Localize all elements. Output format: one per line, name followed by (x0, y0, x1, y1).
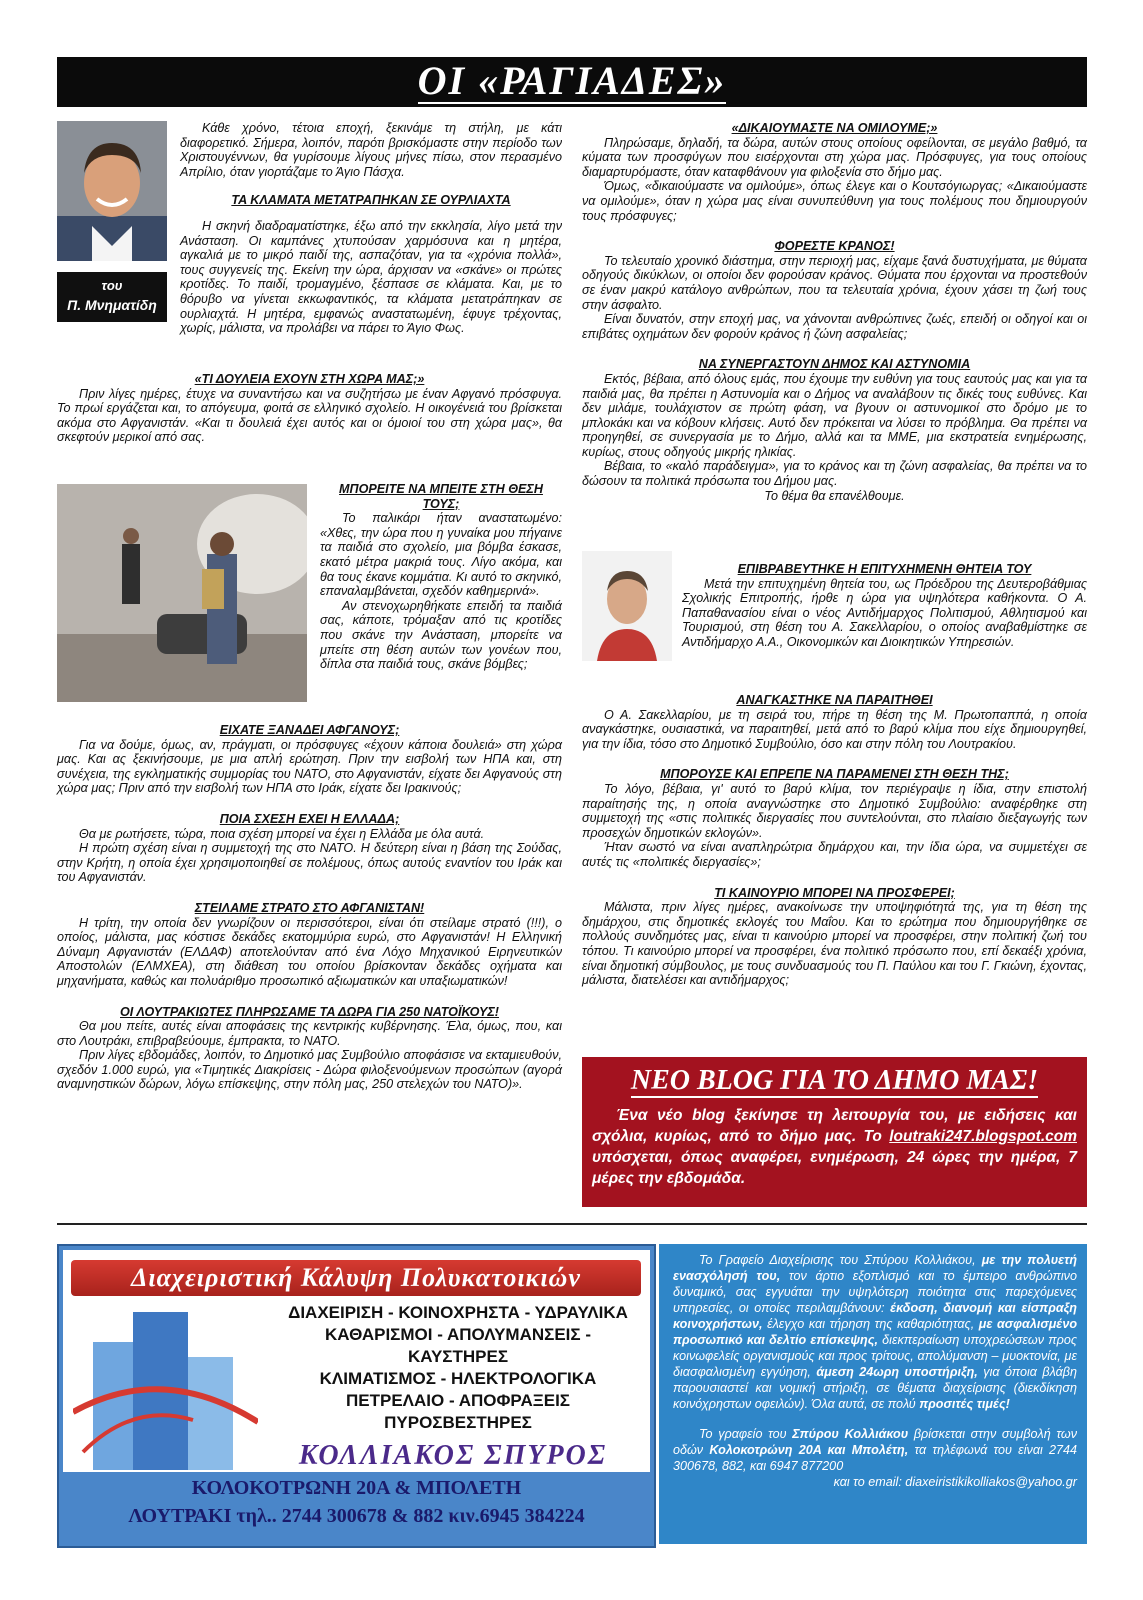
section-heading: ΜΠΟΡΕΙΤΕ ΝΑ ΜΠΕΙΤΕ ΣΤΗ ΘΕΣΗ ΤΟΥΣ; (339, 482, 543, 511)
section-text: Η σκηνή διαδραματίστηκε, έξω από την εκκλησία, λίγο μετά την Ανάσταση. Οι καμπάνες χτυπούσαν χαρμόσυνα και η μητέρα, αγκαλιά με το μικρό παιδί της, ασπαζόταν, για τα «χρόνια πολλά», τους συγγενείς της. Εκείνη την ώρα, άρχισαν να «σκάνε» οι πρώτες κροτίδες. Το παιδί, τρομαγμένο, ξέσπασε σε κλάματα. Και, με το θόρυβο να γίνεται εκκωφαντικός, τα κλάματα μετατράπηκαν σε ουρλιαχτά. Η μητέρα, εμφανώς αναστατωμένη, έφυγε τρέχοντας, χωρίς, μάλιστα, να προλάβει να πάρει το Άγιο Φως. (180, 219, 562, 336)
title-banner (57, 57, 1087, 107)
section-text: Το τελευταίο χρονικό διάστημα, στην περιοχή μας, είχαμε ξανά δυστυχήματα, με θύματα οδηγούς δικύκλων, οι οποίοι δεν φορούσαν κράνος. Θύματα που έρχονται να προστεθούν σε έναν μακρύ κατάλογο ανθρώπων, που τα τελευταία χρόνια, έχουν χάσει τη ζωή τους στην άσφαλτο. (582, 253, 1087, 312)
intro-paragraph: Κάθε χρόνο, τέτοια εποχή, ξεκινάμε τη στήλη, με κάτι διαφορετικό. Σήμερα, λοιπόν, παρότι βρισκόμαστε στην περίοδο των Χριστουγέννων, θα γυρίσουμε λίγους μήνες πίσω, στον περασμένο Απρίλιο, όταν γιορτάζαμε το Άγιο Πάσχα. (180, 121, 562, 179)
service-line: ΠΥΡΟΣΒΕΣΤΗΡΕΣ (384, 1413, 532, 1432)
right-column-middle (582, 562, 1087, 650)
author-prefix: του (101, 278, 123, 293)
blog-text-1: Ένα νέο blog ξεκίνησε τη λειτουργία του, με ειδήσεις και σχόλια, κυρίως, από το δήμο μας. Το (592, 1107, 1077, 1145)
phone-line: ΛΟΥΤΡΑΚΙ τηλ.. 2744 300678 & 882 κιν.6945 384224 (128, 1505, 585, 1527)
section-text: Είναι δυνατόν, στην εποχή μας, να χάνονται ανθρώπινες ζωές, επειδή οι οδηγοί και οι επιβάτες οχημάτων δεν φορούν κράνος ή ζώνη ασφαλείας; (582, 312, 1087, 341)
section-text: Η τρίτη, την οποία δεν γνωρίζουν οι περισσότεροι, είναι ότι στείλαμε στρατό (!!!), ο οποίος, μάλιστα, μας κόστισε δεκάδες εκατομμύρια ευρώ, στο Αφγανιστάν! Η Ελληνική Δύναμη Αφγανιστάν (ΕΛΔΑΦ) αποτελούνταν από ένα Λόχο Μηχανικού Ειρηνευτικών Αποστολών (ΕΛΜΧΕΑ), στη διάθεση του οποίου βρίσκονταν δεκάδες οχήματα και μηχανήματα, καθώς και πολυάριθμο προσωπικό αξιωματικών και υπαξιωματικών! (57, 915, 562, 988)
section-text: Ο Α. Σακελλαρίου, με τη σειρά του, πήρε τη θέση της Μ. Πρωτοπαππά, η οποία αναγκάστηκε, ουσιαστικά, να παραιτηθεί, μετά από το βαρύ κλίμα που είχε δημιουργηθεί, για την ίδια, τόσο στο Δημοτικό Συμβούλιο, όσο και στην πόλη του Λουτρακίου. (582, 707, 1087, 751)
section-text: Μετά την επιτυχημένη θητεία του, ως Πρόεδρου της Δευτεροβάθμιας Σχολικής Επιτροπής, ήρθε η ώρα για υψηλότερα καθήκοντα. Ο Α. Παπαθανασίου είναι ο νέος Αντιδήμαρχος Πολιτισμού, Αθλητισμού και Τουρισμού, στη θέση του Α. Σακελλαρίου, ο οποίος αναβαθμίστηκε σε Αντιδήμαρχο Α.Α., Οικονομικών και Διοικητικών Υπηρεσιών. (682, 576, 1087, 649)
section-heading: ΟΙ ΛΟΥΤΡΑΚΙΩΤΕΣ ΠΛΗΡΩΣΑΜΕ ΤΑ ΔΩΡΑ ΓΙΑ 250 ΝΑΤΟΪΚΟΥΣ! (120, 1004, 499, 1019)
section-text: Η πρώτη σχέση είναι η συμμετοχή της στο ΝΑΤΟ. Η δεύτερη είναι η βάση της Σούδας, στην Κρήτη, η οποία έχει χρησιμοποιηθεί σε πολέμους, όπως αυτούς εναντίον του Ιράκ και του Αφγανιστάν. (57, 841, 562, 885)
right-column-top (582, 121, 1087, 503)
ad-email[interactable]: και το email: diaxeiristikikolliakos@yahoo.gr (833, 1475, 1077, 1489)
section-text: Θα μου πείτε, αυτές είναι αποφάσεις της κεντρικής κυβέρνησης. Έλα, όμως, που, και στο Λουτράκι, επιβραβεύουμε, έμπρακτα, το ΝΑΤΟ. (57, 1019, 562, 1048)
section-text: Αν στενοχωρηθήκατε επειδή τα παιδιά σας, κάποτε, τρόμαξαν από τις κροτίδες που σκάνε την Ανάσταση, μπορείτε να μπείτε στη θέση αυτών των γονέων που, δίπλα στα παιδιά τους, σκάνε βόμβες; (320, 598, 562, 672)
section-text: Το λόγο, βέβαια, γι' αυτό το βαρύ κλίμα, τον περιέγραψε η ίδια, στην επιστολή παραίτησής της, η οποία αναγνώστηκε στο Δημοτικό Συμβούλιο: αναφέρθηκε στη συμμετοχή της «στις πολιτικές διεργασίες που συντελούνται, στο πλαίσιο διεξαγωγής των προσεχών δημοτικών εκλογών». (582, 781, 1087, 840)
refugee-photo (57, 484, 307, 702)
right-column-bottom (582, 693, 1087, 988)
section-heading: ΤΑ ΚΛΑΜΑΤΑ ΜΕΤΑΤΡΑΠΗΚΑΝ ΣΕ ΟΥΡΛΙΑΧΤΑ (231, 193, 511, 208)
section-text: Μάλιστα, πριν λίγες ημέρες, ανακοίνωσε την υποψηφιότητά της, για τη θέση της δημάρχου, στις δημοτικές εκλογές του Μαΐου. Και το ερώτημα που δημιουργήθηκε σε πολλούς συνδημότες μας, είναι τι καινούριο μπορεί να προσφέρει, στην πολιτική ζωή του τόπου. Τι καινούριο μπορεί να προσφέρει, ένα πολιτικό πρόσωπο που, επί δεκαέξι χρόνια, είναι δημοτική σύμβουλος, με τους συνδυασμούς του Π. Παύλου και του Γ. Γκιώνη, έχοντας, μάλιστα, διατελέσει και αντιδήμαρχος; (582, 900, 1087, 988)
section-heading: ΤΙ ΚΑΙΝΟΥΡΙΟ ΜΠΟΡΕΙ ΝΑ ΠΡΟΣΦΕΡΕΙ; (714, 885, 955, 900)
author-name: Π. Μνηματίδη (67, 297, 157, 313)
left-column-bottom (57, 723, 562, 1092)
left-column-main (57, 372, 562, 445)
address-line: ΚΟΛΟΚΟΤΡΩΝΗ 20Α & ΜΠΟΛΕΤΗ (191, 1477, 522, 1499)
blog-link[interactable]: loutraki247.blogspot.com (889, 1128, 1077, 1145)
service-line: ΠΕΤΡΕΛΑΙΟ - ΑΠΟΦΡΑΞΕΙΣ (345, 1391, 570, 1410)
section-heading: ΕΠΙΒΡΑΒΕΥΤΗΚΕ Η ΕΠΙΤΥΧΗΜΕΝΗ ΘΗΤΕΙΑ ΤΟΥ (737, 562, 1032, 576)
section-heading: «ΔΙΚΑΙΟΥΜΑΣΤΕ ΝΑ ΟΜΙΛΟΥΜΕ;» (731, 121, 938, 135)
blog-title: ΝΕΟ BLOG ΓΙΑ ΤΟ ΔΗΜΟ ΜΑΣ! (630, 1065, 1039, 1096)
section-text: Όμως, «δικαιούμαστε να ομιλούμε», όπως έλεγε και ο Κουτσόγιωργας; «Δικαιούμαστε να ομιλούμε», όταν η χώρα μας είναι συνυπεύθυνη για τους πολέμους που δημιουργούν τους πρόσφυγες; (582, 179, 1087, 223)
section-heading: «ΤΙ ΔΟΥΛΕΙΑ ΕΧΟΥΝ ΣΤΗ ΧΩΡΑ ΜΑΣ;» (194, 372, 425, 386)
section-text: Πληρώσαμε, δηλαδή, τα δώρα, αυτών στους οποίους οφείλονται, σε μεγάλο βαθμό, τα κύματα των προσφύγων που εισέρχονται στη χώρα μας. Πρόσφυγες, για τους οποίους διαμαρτυρόμαστε, όταν καταφθάνουν για φιλοξενία στο δήμο μας. (582, 135, 1087, 179)
section-heading: ΜΠΟΡΟΥΣΕ ΚΑΙ ΕΠΡΕΠΕ ΝΑ ΠΑΡΑΜΕΝΕΙ ΣΤΗ ΘΕΣΗ ΤΗΣ; (660, 767, 1009, 782)
service-line: ΔΙΑΧΕΙΡΙΣΗ - ΚΟΙΝΟΧΡΗΣΤΑ - ΥΔΡΑΥΛΙΚΑ (288, 1303, 628, 1322)
section-heading: ΑΝΑΓΚΑΣΤΗΚΕ ΝΑ ΠΑΡΑΙΤΗΘΕΙ (736, 693, 933, 707)
divider (57, 1223, 1087, 1225)
page-title: ΟΙ «ΡΑΓΙΑΔΕΣ» (417, 58, 727, 103)
left-section-1 (57, 219, 562, 336)
section-text: Πριν λίγες ημέρες, έτυχε να συναντήσω και να συζητήσω με έναν Αφγανό πρόσφυγα. Το πρωί εργάζεται και, το απόγευμα, φοιτά σε ελληνικό σχολείο. Η οικογένειά του βρίσκεται ακόμα στο Αφγανιστάν. «Και τι δουλειά έχει αυτός και οι όμοιοί του στη χώρα μας», θα σκεφτούν μερικοί από σας. (57, 386, 562, 445)
section-text: Θα με ρωτήσετε, τώρα, ποια σχέση μπορεί να έχει η Ελλάδα με όλα αυτά. (79, 826, 485, 841)
section-text: Πριν λίγες εβδομάδες, λοιπόν, το Δημοτικό μας Συμβούλιο αποφάσισε να εκταμιευθούν, σχεδόν 1.000 ευρώ, για «Τιμητικές Διακρίσεις - Δώρα φιλοξενούμενων προσώπων (αγορά αναμνηστικών δώρων, λόγω επίσκεψης, στην πόλη μας, 250 στελεχών του ΝΑΤΟ)». (57, 1048, 562, 1092)
section-text: Για να δούμε, όμως, αν, πράγματι, οι πρόσφυγες «έχουν κάποια δουλειά» στη χώρα μας. Και ας ξεκινήσουμε, με μια απλή ερώτηση. Πριν την εισβολή των ΗΠΑ και, στη συνέχεια, της εγκληματικής συμμορίας του ΝΑΤΟ, στο Αφγανιστάν, είχατε δει Αφγανούς στη χώρα μας; Πριν από την εισβολή των ΗΠΑ στο Ιράκ, είχατε δει Ιρακινούς; (57, 737, 562, 796)
section-heading: ΕΙΧΑΤΕ ΞΑΝΑΔΕΙ ΑΦΓΑΝΟΥΣ; (219, 723, 400, 737)
section-text: Το παλικάρι ήταν αναστατωμένο: «Χθες, την ώρα που η γυναίκα μου πήγαινε τα παιδιά στο σχολείο, μια βόμβα έσκασε, εκατό μέτρα μακριά τους. Λίγο ακόμα, και θα τους έκανε κομμάτια. Κι αυτό το σκηνικό, επαναλαμβάνεται, σχεδόν καθημερινά». (320, 511, 562, 599)
blog-announcement (582, 1057, 1087, 1207)
ad-title: Διαχειριστική Κάλυψη Πολυκατοικιών (71, 1260, 641, 1296)
section-heading: ΝΑ ΣΥΝΕΡΓΑΣΤΟΥΝ ΔΗΜΟΣ ΚΑΙ ΑΣΤΥΝΟΜΙΑ (698, 357, 971, 372)
section-text: Ήταν σωστό να είναι αναπληρώτρια δημάρχου και, την ίδια ώρα, να συμμετέχει σε αυτές τις «πολιτικές διεργασίες»; (582, 840, 1087, 869)
service-line: ΚΛΙΜΑΤΙΣΜΟΣ - ΗΛΕΚΤΡΟΛΟΓΙΚΑ (319, 1369, 597, 1388)
ad-business-name: ΚΟΛΛΙΑΚΟΣ ΣΠΥΡΟΣ (298, 1440, 608, 1471)
section-text: Το θέμα θα επανέλθουμε. (764, 488, 905, 503)
section-text: Εκτός, βέβαια, από όλους εμάς, που έχουμε την ευθύνη για τους εαυτούς μας και για τα παιδιά μας, θα πρέπει η Αστυνομία και ο Δήμος να αναλάβουν τις δικές τους ευθύνες. Και δεν μιλάμε, τουλάχιστον σε πρώτη φάση, να βγουν οι αστυνομικοί στο δρόμο με το μπλοκάκι και να κόβουν κλήσεις. Αυτό δεν πρόκειται να λύσει το πρόβλημα. Θα πρέπει να προηγηθεί, σε συνεργασία με το Δήμο, αλλά και τα ΜΜΕ, μια εκστρατεία ενημέρωσης, κυρίως, στους οδηγούς μικρής ηλικίας. (582, 371, 1087, 459)
ad-address (59, 1474, 654, 1530)
building-icon (73, 1302, 258, 1470)
advertisement-text-box (659, 1244, 1087, 1544)
blog-text-2: υπόσχεται, όπως αναφέρει, ενημέρωση, 24 ώρες την ημέρα, 7 μέρες την εβδομάδα. (592, 1149, 1077, 1187)
left-column-top (180, 121, 562, 208)
service-line: ΚΑΘΑΡΙΣΜΟΙ - ΑΠΟΛΥΜΑΝΣΕΙΣ - ΚΑΥΣΤΗΡΕΣ (324, 1325, 591, 1366)
left-column-photo-text (320, 482, 562, 672)
section-text: Βέβαια, το «καλό παράδειγμα», για το κράνος και τη ζώνη ασφαλείας, θα πρέπει να το δώσουν τα πολιτικά πρόσωπα του Δήμου μας. (582, 459, 1087, 489)
ad-contact: Το γραφείο του Σπύρου Κολλιάκου βρίσκεται στην συμβολή των οδών Κολοκοτρώνη 20Α και Μπολέτη, τα τηλέφωνά του είναι 2744 300678, 882, και 6947 877200 (673, 1427, 1078, 1473)
section-heading: ΣΤΕΙΛΑΜΕ ΣΤΡΑΤΟ ΣΤΟ ΑΦΓΑΝΙΣΤΑΝ! (194, 900, 425, 915)
ad-description: Το Γραφείο Διαχείρισης του Σπύρου Κολλιάκου, με την πολυετή ενασχόλησή του, τον άρτιο εξοπλισμό και το έμπειρο ανθρώπινο δυναμικό, σας εγγυάται την υψηλότερη ποιότητα στις παρεχόμενες υπηρεσίες, οι οποίες περιλαμβάνουν: έκδοση, διανομή και είσπραξη κοινοχρήστων, έλεγχο και τήρηση της καθαριότητας, με ασφαλισμένο προσωπικό και δελτίο επίσκεψης, διεκπεραίωση υποχρεώσεων προς κοινωφελείς οργανισμούς και προς τρίτους, απολύμανση – μυοκτονία, με διασφαλισμένη εγγύηση, άμεση 24ωρη υποστήριξη, για όποια βλάβη παρουσιαστεί και νομική στήριξη, σε θέματα διαχείρισης (διεκδίκηση κοινόχρηστων οφειλών). Όλα αυτά, σε πολύ προσιτές τιμές! (673, 1253, 1078, 1411)
advertisement-banner (57, 1244, 656, 1548)
section-heading: ΠΟΙΑ ΣΧΕΣΗ ΕΧΕΙ Η ΕΛΛΑΔΑ; (219, 811, 400, 826)
section-heading: ΦΟΡΕΣΤΕ ΚΡΑΝΟΣ! (774, 239, 895, 254)
ad-services (273, 1302, 643, 1434)
